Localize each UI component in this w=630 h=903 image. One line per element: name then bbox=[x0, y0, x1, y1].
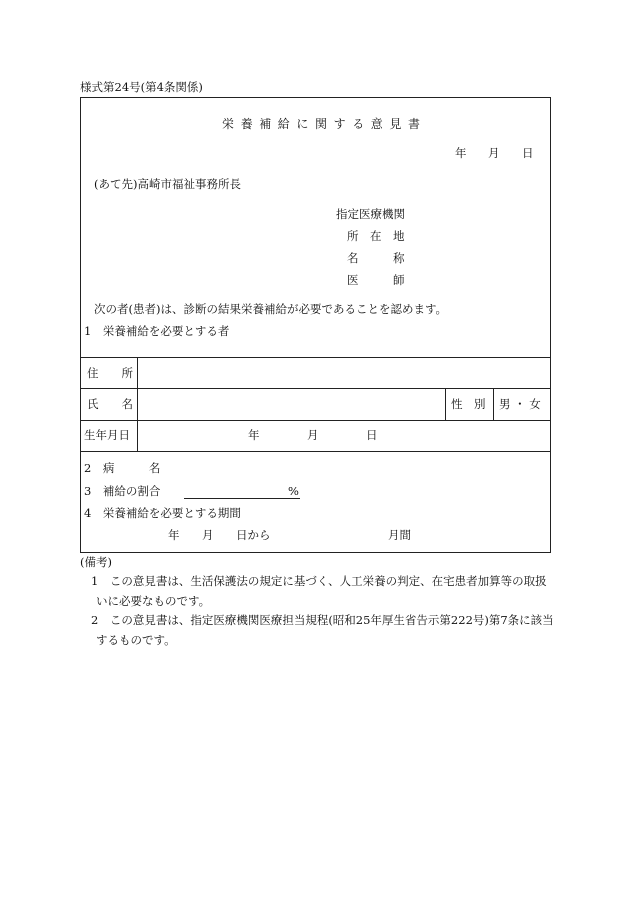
date-month-label: 月 bbox=[488, 146, 500, 160]
form-number-label: 様式第24号(第4条関係) bbox=[80, 80, 203, 94]
sex-label-divider-right bbox=[493, 388, 494, 420]
addressee: (あて先)高崎市福祉事務所長 bbox=[94, 177, 241, 191]
note-1-line-1: 1 この意見書は、生活保護法の規定に基づく、人工栄養の判定、在宅患者加算等の取扱 bbox=[91, 574, 547, 588]
date-day-label: 日 bbox=[522, 146, 534, 160]
sex-options[interactable]: 男 ・ 女 bbox=[499, 397, 541, 411]
sex-label-divider-left bbox=[445, 388, 446, 420]
institution-heading: 指定医療機関 bbox=[336, 207, 405, 221]
table-bottom-rule bbox=[80, 451, 551, 452]
institution-address-label: 所 在 地 bbox=[347, 229, 405, 243]
notes-heading: (備考) bbox=[80, 555, 112, 569]
note-1-line-2: いに必要なものです。 bbox=[96, 594, 211, 608]
table-row-rule-2 bbox=[80, 420, 551, 421]
period-months-label: 月間 bbox=[388, 528, 411, 542]
period-from-day-label: 日から bbox=[236, 528, 271, 542]
institution-doctor-label: 医 師 bbox=[347, 273, 405, 287]
date-year-label: 年 bbox=[455, 146, 467, 160]
section-2-disease-name: 2 病 名 bbox=[84, 461, 161, 475]
address-field[interactable] bbox=[140, 360, 548, 386]
period-year-label: 年 bbox=[168, 528, 180, 542]
section-3-ratio-label: 3 補給の割合 bbox=[84, 484, 161, 498]
address-label: 住 所 bbox=[87, 366, 133, 380]
birth-day-label: 日 bbox=[366, 428, 378, 442]
statement: 次の者(患者)は、診断の結果栄養補給が必要であることを認めます。 bbox=[94, 302, 448, 316]
note-2-line-1: 2 この意見書は、指定医療機関医療担当規程(昭和25年厚生省告示第222号)第7条に該当 bbox=[91, 613, 554, 627]
table-label-divider bbox=[137, 357, 138, 451]
sex-label: 性 別 bbox=[451, 397, 486, 411]
document-title: 栄養補給に関する意見書 bbox=[222, 117, 427, 131]
table-row-rule-1 bbox=[80, 388, 551, 389]
birth-year-label: 年 bbox=[248, 428, 260, 442]
note-2-line-2: するものです。 bbox=[96, 633, 176, 647]
section-1-heading: 1 栄養補給を必要とする者 bbox=[84, 324, 230, 338]
ratio-input[interactable] bbox=[184, 484, 300, 499]
name-field[interactable] bbox=[140, 391, 442, 417]
ratio-percent-unit: % bbox=[288, 484, 299, 498]
table-top-rule bbox=[80, 357, 551, 358]
name-label: 氏 名 bbox=[87, 397, 133, 411]
section-4-period-heading: 4 栄養補給を必要とする期間 bbox=[84, 506, 241, 520]
birth-month-label: 月 bbox=[307, 428, 319, 442]
birth-date-label: 生年月日 bbox=[84, 428, 130, 442]
period-month-label: 月 bbox=[202, 528, 214, 542]
institution-name-label: 名 称 bbox=[347, 251, 405, 265]
